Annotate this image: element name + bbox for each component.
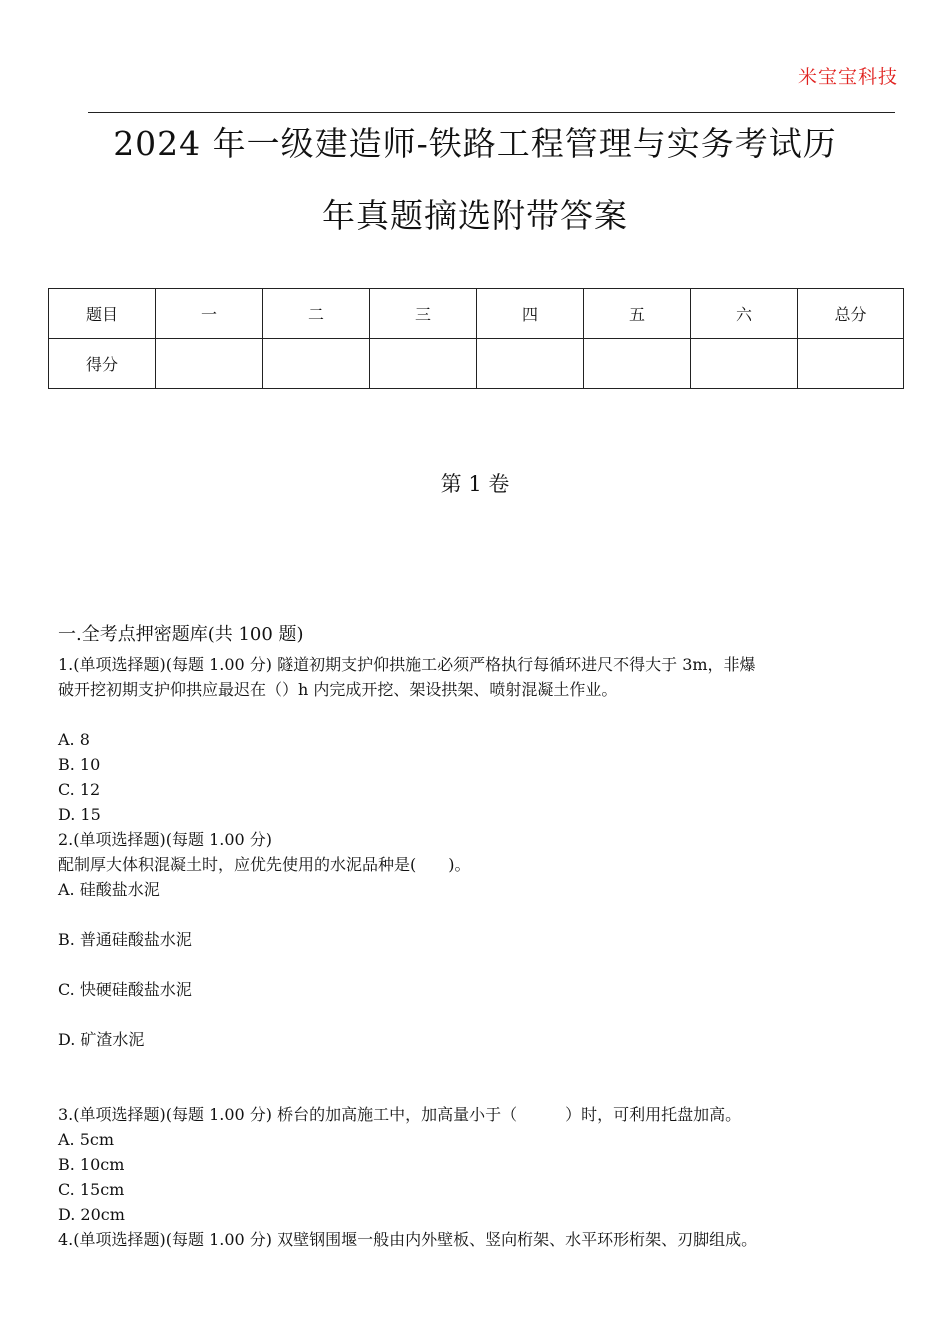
title-line-1: 2024 年一级建造师-铁路工程管理与实务考试历 (113, 124, 837, 163)
score-cell (691, 339, 798, 389)
question-3-option-a: A. 5cm (58, 1130, 115, 1149)
score-cell (156, 339, 263, 389)
question-2-option-d: D. 矿渣水泥 (58, 1030, 145, 1049)
header-cell-1: 一 (156, 289, 263, 339)
score-cell (370, 339, 477, 389)
header-cell-5: 五 (584, 289, 691, 339)
question-1-text: 1.(单项选择题)(每题 1.00 分) 隧道初期支护仰拱施工必须严格执行每循环进尺不得大于 3m，非爆 (58, 655, 756, 674)
question-2-header: 2.(单项选择题)(每题 1.00 分) (58, 830, 273, 849)
question-1-option-a: A. 8 (58, 730, 90, 749)
header-cell-4: 四 (477, 289, 584, 339)
volume-heading: 第 1 卷 (440, 472, 510, 496)
question-2-option-c: C. 快硬硅酸盐水泥 (58, 980, 192, 999)
brand-logo-text: 米宝宝科技 (797, 66, 898, 88)
score-cell (263, 339, 370, 389)
score-cell (477, 339, 584, 389)
score-row-label: 得分 (49, 339, 156, 389)
question-2-text: 配制厚大体积混凝土时，应优先使用的水泥品种是( )。 (58, 855, 471, 874)
header-cell-3: 三 (370, 289, 477, 339)
header-cell-total: 总分 (798, 289, 904, 339)
question-2-option-b: B. 普通硅酸盐水泥 (58, 930, 192, 949)
title-line-2: 年真题摘选附带答案 (322, 196, 628, 235)
score-cell (798, 339, 904, 389)
question-2-option-a: A. 硅酸盐水泥 (58, 880, 160, 899)
question-1-option-d: D. 15 (58, 805, 101, 824)
score-table-score-row (49, 339, 904, 389)
question-1-option-b: B. 10 (58, 755, 101, 774)
question-1-option-c: C. 12 (58, 780, 101, 799)
question-4-text: 4.(单项选择题)(每题 1.00 分) 双壁钢围堰一般由内外壁板、竖向桁架、水平环形桁架、刃脚组成。 (58, 1230, 758, 1249)
document-title (40, 108, 910, 252)
score-table-header-row (49, 289, 904, 339)
score-cell (584, 339, 691, 389)
question-3-option-d: D. 20cm (58, 1205, 125, 1224)
score-table (48, 288, 904, 389)
section-title: 一.全考点押密题库(共 100 题) (58, 624, 304, 645)
question-3-text: 3.(单项选择题)(每题 1.00 分) 桥台的加高施工中，加高量小于（ ）时，可利用托盘加高。 (58, 1105, 742, 1124)
question-3-option-b: B. 10cm (58, 1155, 125, 1174)
header-cell-6: 六 (691, 289, 798, 339)
header-cell-2: 二 (263, 289, 370, 339)
question-list (58, 620, 900, 1252)
header-cell-topic: 题目 (49, 289, 156, 339)
question-1-text-cont: 破开挖初期支护仰拱应最迟在（）h 内完成开挖、架设拱架、喷射混凝土作业。 (58, 680, 618, 699)
question-3-option-c: C. 15cm (58, 1180, 125, 1199)
